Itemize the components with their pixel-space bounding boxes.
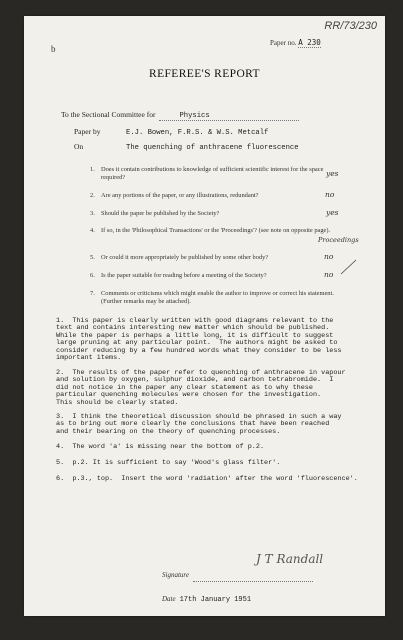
question-number: 5. (90, 254, 95, 261)
page-title: REFEREE'S REPORT (149, 68, 260, 80)
paper-number (270, 38, 321, 47)
answer-6: no (324, 270, 334, 279)
committee-label: To the Sectional Committee for (61, 110, 156, 119)
date-field (162, 588, 342, 606)
committee-value: Physics (159, 112, 299, 121)
committee-field (61, 104, 361, 122)
date-value: 17th January 1951 (179, 596, 252, 604)
question-2 (90, 192, 341, 200)
signature-line (193, 580, 313, 582)
question-7 (90, 290, 341, 306)
answer-4: Proceedings (318, 236, 359, 244)
question-1 (90, 166, 341, 182)
comment-3: 3. I think the theoretical discussion should be phrased in such a way as to bring out more clearly the conclusions that have been reached and their bearing on the theory of quenching processes. (56, 413, 342, 436)
question-number: 6. (90, 272, 95, 279)
punch-mark: b (51, 44, 56, 54)
pen-tick-mark (339, 258, 359, 276)
archive-reference: RR/73/230 (324, 20, 377, 32)
question-number: 2. (90, 192, 95, 199)
question-5 (90, 254, 341, 262)
question-text: Are any portions of the paper, or any illustrations, redundant? (101, 192, 259, 199)
subject-field (74, 136, 374, 154)
question-text: Comments or criticisms which might enable the author to improve or correct his statement. (Further remarks may be attached). (101, 290, 334, 305)
question-text: Should the paper be published by the Society? (101, 210, 220, 217)
paper-number-label: Paper no. (270, 39, 297, 47)
question-3 (90, 210, 341, 218)
answer-3: yes (326, 208, 339, 217)
author-label: Paper by (74, 127, 101, 136)
question-text: Or could it more appropriately be published by some other body? (101, 254, 269, 261)
subject-label: On (74, 142, 84, 151)
comment-1: 1. This paper is clearly written with good diagrams relevant to the text and contains interesting new matter which should be published. While the paper is perhaps a little long, it is difficult to suggest large pruning at any particular point. The authors might be asked to consider reducing by a few hundred words what they consider to be less important items. (56, 317, 342, 363)
signature-field (162, 564, 332, 582)
answer-1: yes (326, 169, 339, 178)
question-text: Is the paper suitable for reading before a meeting of the Society? (101, 272, 267, 279)
comment-5: 5. p.2. It is sufficient to say 'Wood's glass filter'. (56, 459, 281, 467)
question-text: Does it contain contributions to knowledge of sufficient scientific interest for the space required? (101, 166, 324, 181)
question-number: 7. (90, 290, 95, 297)
referee-report-page (24, 16, 385, 616)
handwritten-signature: J T Randall (256, 552, 324, 566)
comment-2: 2. The results of the paper refer to quenching of anthracene in vapour and solution by oxygen, sulphur dioxide, and carbon tetrabromide. I did not notice in the paper any clear statement as to why these particular quenching molecules were chosen for the investigation. This should be clearly stated. (56, 369, 346, 407)
author-value: E.J. Bowen, F.R.S. & W.S. Metcalf (126, 129, 269, 137)
date-label: Date (162, 595, 176, 603)
question-6 (90, 272, 341, 280)
question-text: If so, in the 'Philosophical Transactions' or the 'Proceedings'? (see note on opposite page). (101, 227, 331, 234)
question-4 (90, 227, 341, 235)
comment-4: 4. The word 'a' is missing near the bottom of p.2. (56, 443, 265, 451)
paper-number-value: A 230 (298, 38, 321, 47)
question-number: 4. (90, 227, 95, 234)
answer-2: no (325, 190, 335, 199)
question-number: 1. (90, 166, 95, 173)
question-number: 3. (90, 210, 95, 217)
subject-value: The quenching of anthracene fluorescence (126, 144, 299, 152)
answer-5: no (324, 252, 334, 261)
signature-label: Signature (162, 571, 189, 579)
comment-6: 6. p.3., top. Insert the word 'radiation' after the word 'fluorescence'. (56, 475, 358, 483)
